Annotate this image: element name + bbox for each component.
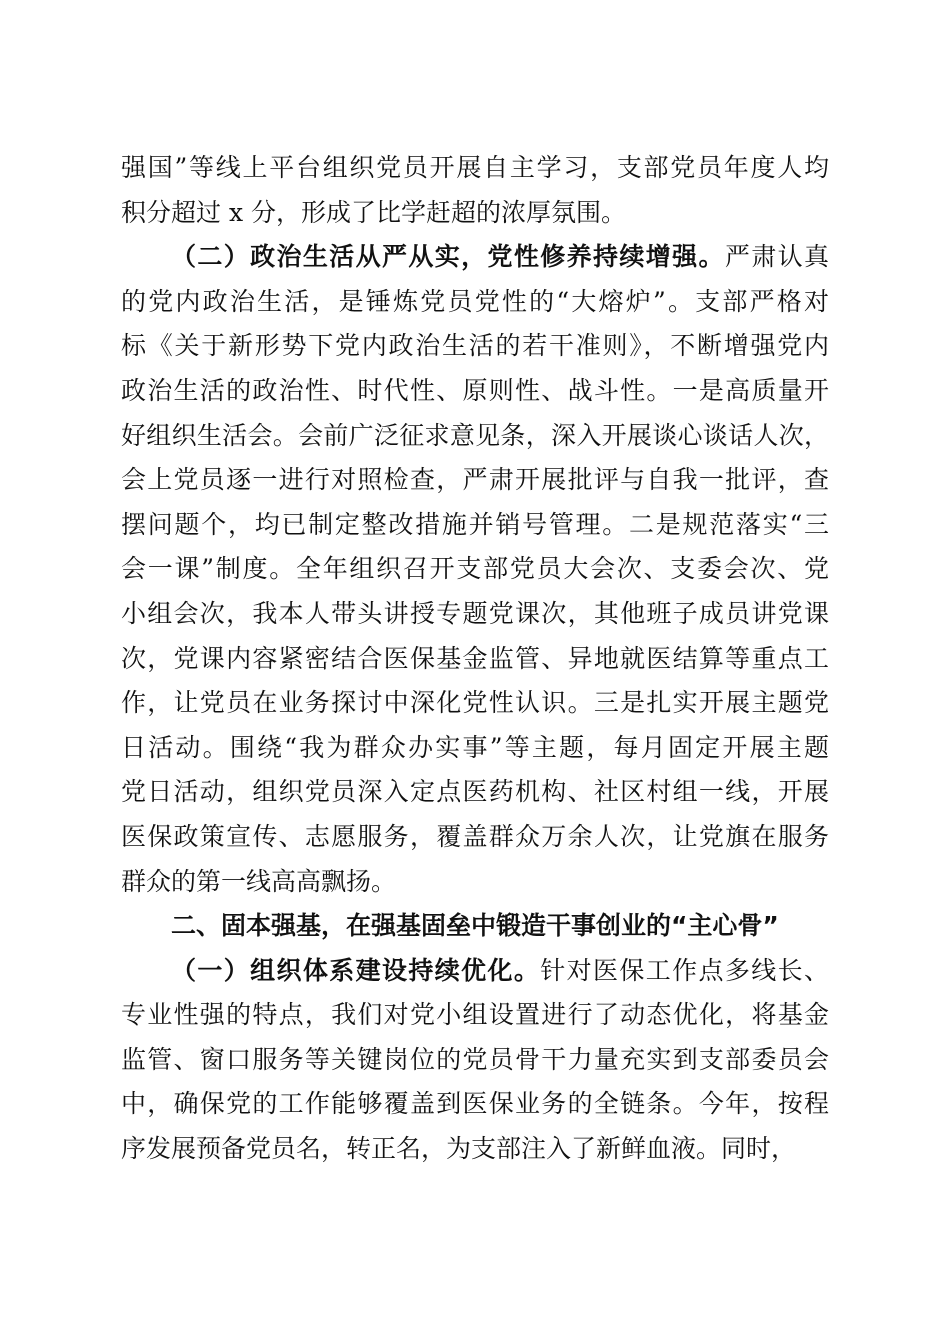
paragraph-line: 医保政策宣传、志愿服务，覆盖群众万余人次，让党旗在服务 bbox=[121, 821, 829, 851]
subheading-line bbox=[121, 949, 829, 994]
paragraph-line: 摆问题个，均已制定整改措施并销号管理。二是规范落实“三 bbox=[121, 509, 829, 539]
paragraph-line: 党日活动，组织党员深入定点医药机构、社区村组一线，开展 bbox=[121, 777, 829, 807]
document-body bbox=[121, 146, 829, 1172]
paragraph-line: 群众的第一线高高飘扬。 bbox=[121, 866, 397, 896]
paragraph-line: 作，让党员在业务探讨中深化党性认识。三是扎实开展主题党 bbox=[121, 688, 829, 718]
paragraph-line: 会上党员逐一进行对照检查，严肃开展批评与自我一批评，查 bbox=[121, 465, 829, 495]
paragraph-line: 监管、窗口服务等关键岗位的党员骨干力量充实到支部委员会 bbox=[121, 1044, 829, 1074]
paragraph-line: 标《关于新形势下党内政治生活的若干准则》，不断增强党内 bbox=[121, 331, 829, 361]
paragraph-line: 强国”等线上平台组织党员开展自主学习，支部党员年度人均 bbox=[121, 153, 829, 182]
paragraph-line: 的党内政治生活，是锤炼党员党性的“大熔炉”。支部严格对 bbox=[121, 286, 829, 316]
paragraph-line: 好组织生活会。会前广泛征求意见条，深入开展谈心谈话人次， bbox=[121, 420, 829, 450]
subheading-text: （二）政治生活从严从实，党性修养持续增强。 bbox=[171, 242, 725, 272]
paragraph-text: 严肃认真 bbox=[724, 242, 829, 272]
paragraph-text: 针对医保工作点多线长、 bbox=[540, 955, 829, 985]
section-heading: 二、固本强基，在强基固垒中锻造干事创业的“主心骨” bbox=[171, 911, 779, 941]
paragraph-line: 次，党课内容紧密结合医保基金监管、异地就医结算等重点工 bbox=[121, 643, 829, 673]
paragraph-line: 序发展预备党员名，转正名，为支部注入了新鲜血液。同时， bbox=[121, 1134, 797, 1164]
subheading-text: （一）组织体系建设持续优化。 bbox=[171, 955, 541, 985]
paragraph-line: 专业性强的特点，我们对党小组设置进行了动态优化，将基金 bbox=[121, 1000, 829, 1030]
paragraph-line: 会一课”制度。全年组织召开支部党员大会次、支委会次、党 bbox=[121, 554, 829, 584]
paragraph-line: 政治生活的政治性、时代性、原则性、战斗性。一是高质量开 bbox=[121, 375, 829, 405]
paragraph-line: 积分超过 x 分，形成了比学赶超的浓厚氛围。 bbox=[121, 197, 626, 227]
paragraph-line: 日活动。围绕“我为群众办实事”等主题，每月固定开展主题 bbox=[121, 732, 829, 762]
paragraph-line: 中，确保党的工作能够覆盖到医保业务的全链条。今年，按程 bbox=[121, 1089, 829, 1119]
subheading-line bbox=[121, 235, 829, 280]
paragraph-line: 小组会次，我本人带头讲授专题党课次，其他班子成员讲党课 bbox=[121, 598, 829, 628]
